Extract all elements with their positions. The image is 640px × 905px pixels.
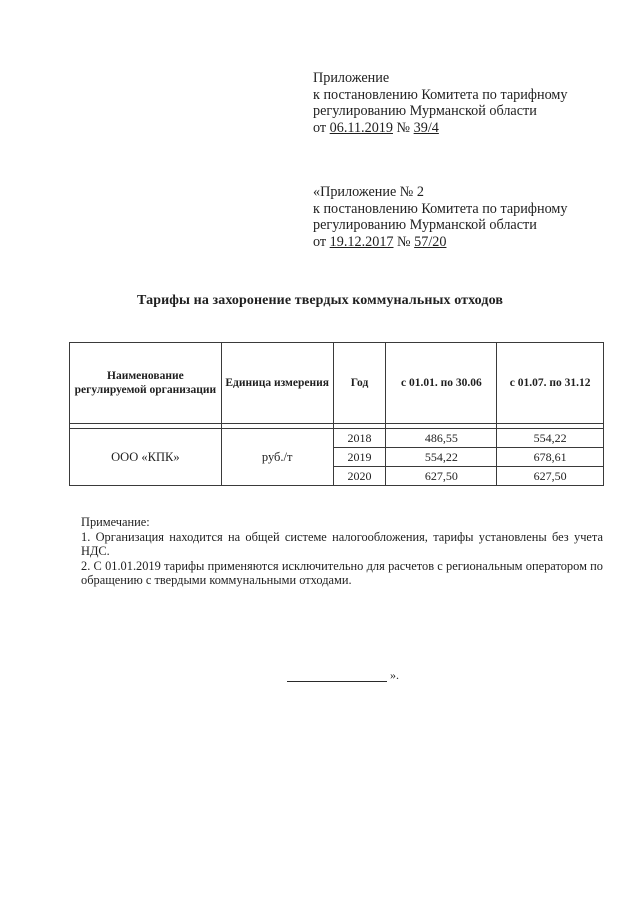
document-title: Тарифы на захоронение твердых коммунальных отходов: [137, 293, 503, 308]
header-period-2: с 01.07. по 31.12: [497, 343, 604, 424]
original-appendix-title: «Приложение № 2: [313, 184, 424, 200]
appendix-number: 39/4: [413, 119, 439, 136]
appendix-date-line: от 06.11.2019 № 39/4: [313, 119, 439, 136]
tariff-table: [69, 342, 604, 486]
original-appendix-header: [313, 184, 568, 250]
tariff-cell: 678,61: [497, 448, 604, 467]
tariff-cell: 554,22: [386, 448, 497, 467]
year-cell: 2018: [333, 429, 386, 448]
closing-quote: ».: [390, 668, 399, 682]
header-period-1: с 01.01. по 30.06: [386, 343, 497, 424]
header-organization: Наименование регулируемой организации: [70, 343, 222, 424]
signature-line: [287, 667, 387, 682]
original-appendix-number: 57/20: [414, 233, 447, 250]
note-item: 1. Организация находится на общей системе налогообложения, тарифы установлены без учета НДС.: [81, 529, 603, 559]
original-appendix-line: к постановлению Комитета по тарифному: [313, 200, 568, 217]
organization-cell: ООО «КПК»: [70, 429, 222, 486]
original-appendix-date-line: от 19.12.2017 № 57/20: [313, 233, 447, 250]
original-appendix-line: регулированию Мурманской области: [313, 217, 537, 234]
header-unit: Единица измерения: [221, 343, 333, 424]
original-appendix-date: 19.12.2017: [329, 233, 394, 250]
tariff-cell: 627,50: [497, 467, 604, 486]
table-row: [70, 429, 604, 448]
appendix-header: [313, 70, 568, 136]
tariff-cell: 554,22: [497, 429, 604, 448]
tariff-cell: 627,50: [386, 467, 497, 486]
notes-heading: Примечание:: [81, 515, 150, 529]
notes-section: [81, 515, 603, 588]
appendix-title: Приложение: [313, 70, 390, 86]
unit-cell: руб./т: [221, 429, 333, 486]
appendix-line: к постановлению Комитета по тарифному: [313, 86, 568, 103]
note-item: 2. С 01.01.2019 тарифы применяются исключительно для расчетов с региональным оператором по обращению с твердыми коммунальными отходами.: [81, 558, 603, 588]
tariff-cell: 486,55: [386, 429, 497, 448]
year-cell: 2019: [333, 448, 386, 467]
year-cell: 2020: [333, 467, 386, 486]
appendix-line: регулированию Мурманской области: [313, 103, 537, 120]
header-year: Год: [333, 343, 386, 424]
table-header-row: [70, 343, 604, 424]
appendix-date: 06.11.2019: [329, 119, 393, 136]
